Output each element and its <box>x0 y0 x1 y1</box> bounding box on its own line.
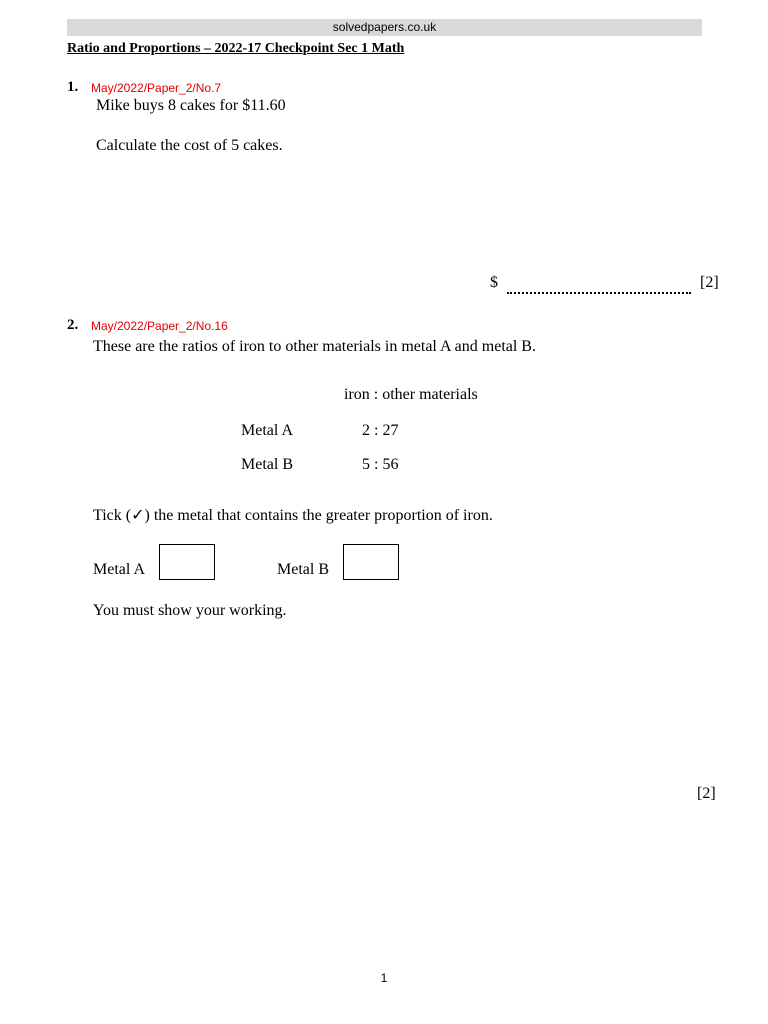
question-2-reference: May/2022/Paper_2/No.16 <box>91 319 228 333</box>
ratio-row-value: 5 : 56 <box>362 456 399 473</box>
question-1-answer-line[interactable] <box>507 292 691 294</box>
question-1-currency-symbol: $ <box>490 274 498 291</box>
question-2-marks: [2] <box>697 785 716 802</box>
question-1-marks: [2] <box>700 274 719 291</box>
ratio-table-header: iron : other materials <box>344 386 478 403</box>
option-a-label: Metal A <box>93 561 145 578</box>
question-2-working-note: You must show your working. <box>93 602 287 619</box>
metal-a-tick-box[interactable] <box>159 544 215 580</box>
option-b-label: Metal B <box>277 561 329 578</box>
ratio-row-label: Metal A <box>241 422 293 439</box>
page-title: Ratio and Proportions – 2022-17 Checkpoint Sec 1 Math <box>67 41 405 56</box>
ratio-row-label: Metal B <box>241 456 293 473</box>
page-number: 1 <box>380 971 388 985</box>
question-1-task: Calculate the cost of 5 cakes. <box>96 137 283 154</box>
metal-b-tick-box[interactable] <box>343 544 399 580</box>
question-2-instruction: Tick (✓) the metal that contains the greater proportion of iron. <box>93 507 493 524</box>
site-header: solvedpapers.co.uk <box>67 19 702 36</box>
question-1-reference: May/2022/Paper_2/No.7 <box>91 81 222 95</box>
question-2-number: 2. <box>67 317 79 333</box>
ratio-row-value: 2 : 27 <box>362 422 399 439</box>
question-1-number: 1. <box>67 79 79 95</box>
question-1-statement: Mike buys 8 cakes for $11.60 <box>96 97 286 114</box>
question-2-intro: These are the ratios of iron to other materials in metal A and metal B. <box>93 338 536 355</box>
